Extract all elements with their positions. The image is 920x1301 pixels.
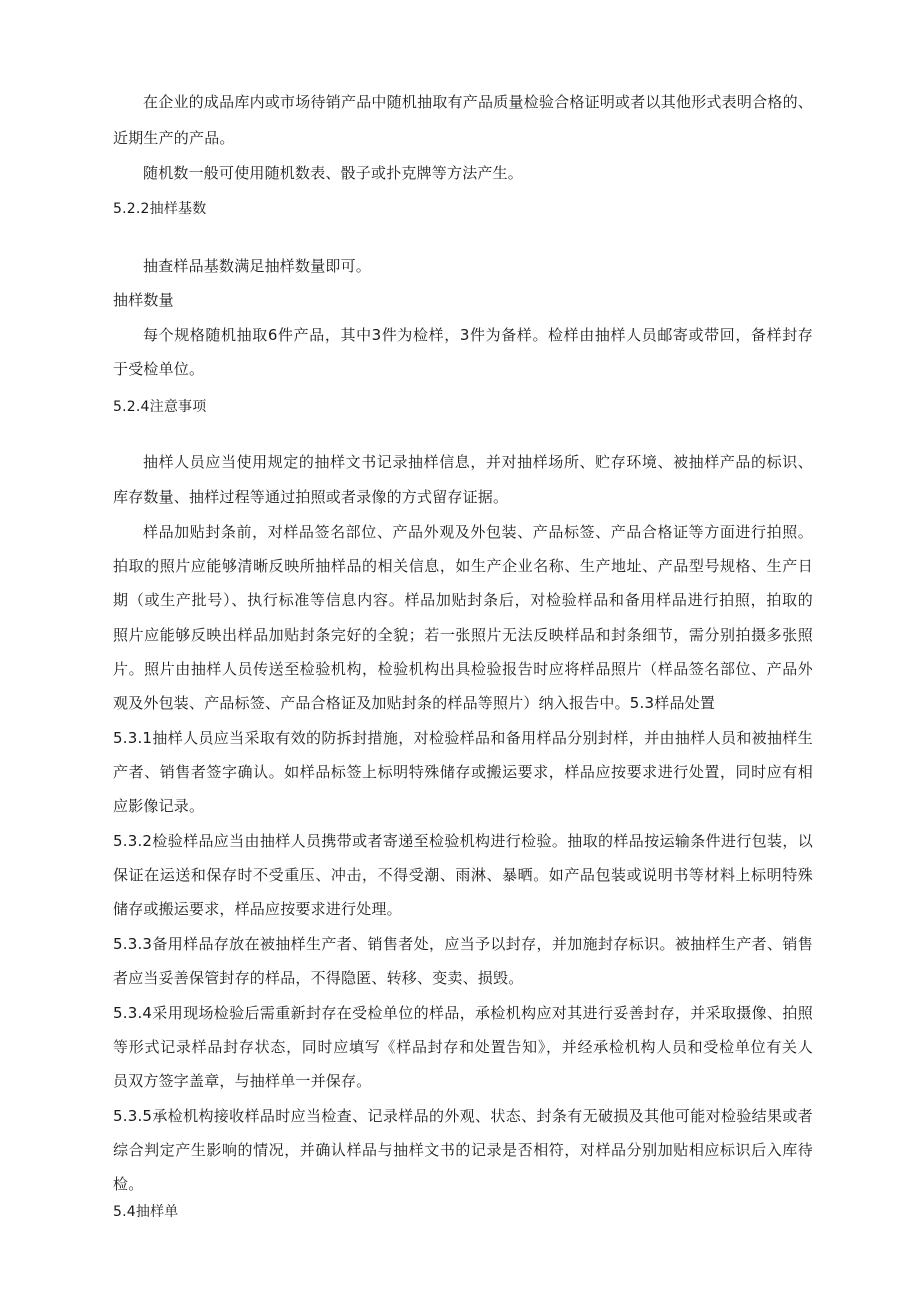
text-line: 抽查样品基数满足抽样数量即可。 [143,257,372,275]
text-line: 5.3.4采用现场检验后需重新封存在受检单位的样品，承检机构应对其进行妥善封存，并采取摄像、拍照 [113,1004,813,1022]
text-line: 者应当妥善保管封存的样品，不得隐匿、转移、变卖、损毁。 [113,969,524,987]
text-line: 5.3.1抽样人员应当采取有效的防拆封措施，对检验样品和备用样品分别封样，并由抽样人员和被抽样生 [113,729,813,747]
text-line: 于受检单位。 [113,360,205,378]
text-line: 产者、销售者签字确认。如样品标签上标明特殊储存或搬运要求，样品应按要求进行处置，同时应有相 [113,763,813,781]
text-line: 随机数一般可使用随机数表、骰子或扑克牌等方法产生。 [143,164,524,182]
text-line: 等形式记录样品封存状态，同时应填写《样品封存和处置告知》，并经承检机构人员和受检单位有关人 [113,1038,813,1056]
text-line: 5.3.5承检机构接收样品时应当检查、记录样品的外观、状态、封条有无破损及其他可能对检验结果或者 [113,1107,813,1125]
section-heading: 5.4抽样单 [113,1204,179,1220]
text-line: 期（或生产批号）、执行标准等信息内容。样品加贴封条后，对检验样品和备用样品进行拍照，拍取的 [113,591,813,609]
text-line: 检。 [113,1175,144,1193]
text-line: 员双方签字盖章，与抽样单一并保存。 [113,1072,372,1090]
text-line: 库存数量、抽样过程等通过拍照或者录像的方式留存证据。 [113,488,509,506]
text-line: 保证在运送和保存时不受重压、冲击，不得受潮、雨淋、暴晒。如产品包装或说明书等材料上标明特殊 [113,866,813,884]
text-line: 拍取的照片应能够清晰反映所抽样品的相关信息，如生产企业名称、生产地址、产品型号规格、生产日 [113,557,813,575]
text-line: 样品加贴封条前，对样品签名部位、产品外观及外包装、产品标签、产品合格证等方面进行拍照。 [143,523,813,541]
text-line: 5.3.2检验样品应当由抽样人员携带或者寄递至检验机构进行检验。抽取的样品按运输条件进行包装，以 [113,832,813,850]
text-line: 在企业的成品库内或市场待销产品中随机抽取有产品质量检验合格证明或者以其他形式表明合格的、 [143,93,813,111]
text-line: 每个规格随机抽取6件产品，其中3件为检样，3件为备样。检样由抽样人员邮寄或带回，备样封存 [143,326,813,344]
text-line: 抽样人员应当使用规定的抽样文书记录抽样信息，并对抽样场所、贮存环境、被抽样产品的标识、 [143,453,813,471]
text-line: 片。照片由抽样人员传送至检验机构，检验机构出具检验报告时应将样品照片（样品签名部位、产品外 [113,660,813,678]
section-heading: 5.2.4注意事项 [113,399,207,415]
section-heading: 5.2.2抽样基数 [113,201,207,217]
section-heading: 抽样数量 [113,291,174,309]
text-line: 5.3.3备用样品存放在被抽样生产者、销售者处，应当予以封存，并加施封存标识。被抽样生产者、销售 [113,935,813,953]
text-line: 近期生产的产品。 [113,129,235,147]
text-line: 观及外包装、产品标签、产品合格证及加贴封条的样品等照片）纳入报告中。5.3样品处置 [113,694,716,712]
text-line: 储存或搬运要求，样品应按要求进行处理。 [113,900,402,918]
text-line: 照片应能够反映出样品加贴封条完好的全貌；若一张照片无法反映样品和封条细节，需分别拍摄多张照 [113,626,813,644]
text-line: 综合判定产生影响的情况，并确认样品与抽样文书的记录是否相符，对样品分别加贴相应标识后入库待 [113,1141,813,1159]
text-line: 应影像记录。 [113,797,205,815]
